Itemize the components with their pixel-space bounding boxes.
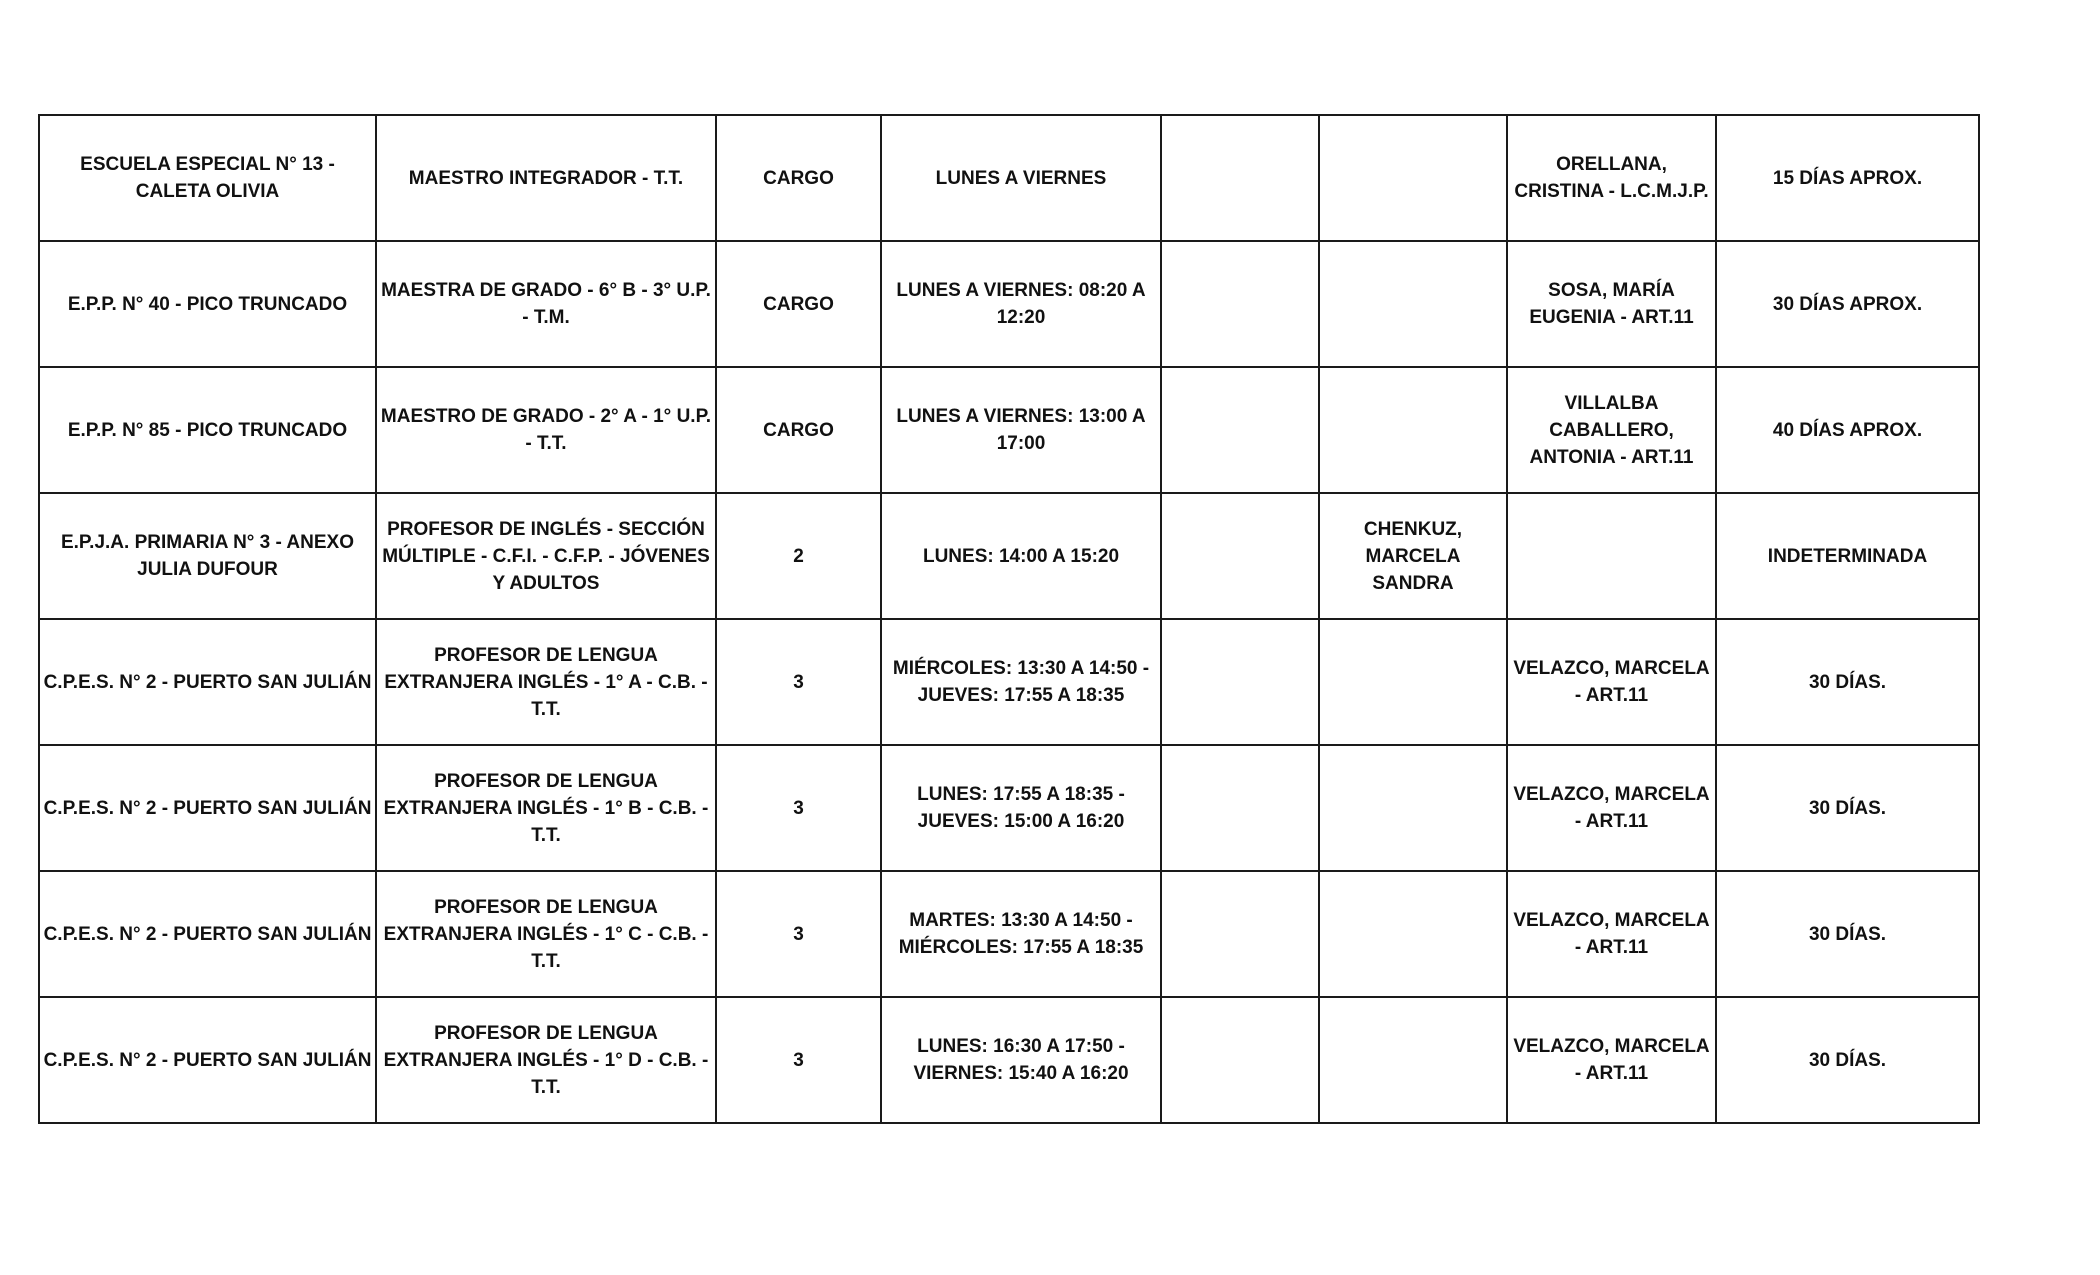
duration-cell: 15 DÍAS APROX.: [1716, 115, 1979, 241]
position-cell: MAESTRO INTEGRADOR - T.T.: [376, 115, 716, 241]
table-row: [39, 997, 1979, 1123]
empty-cell: [1161, 745, 1319, 871]
substitute-reason-cell: VILLALBA CABALLERO, ANTONIA - ART.11: [1507, 367, 1716, 493]
substitute-reason-cell: ORELLANA, CRISTINA - L.C.M.J.P.: [1507, 115, 1716, 241]
holder-cell: [1319, 745, 1507, 871]
table-row: [39, 871, 1979, 997]
position-cell: PROFESOR DE LENGUA EXTRANJERA INGLÉS - 1° C - C.B. - T.T.: [376, 871, 716, 997]
schedule-cell: LUNES A VIERNES: 08:20 A 12:20: [881, 241, 1161, 367]
duration-cell: 40 DÍAS APROX.: [1716, 367, 1979, 493]
holder-cell: CHENKUZ, MARCELA SANDRA: [1319, 493, 1507, 619]
hours-cell: CARGO: [716, 241, 881, 367]
empty-cell: [1161, 367, 1319, 493]
hours-cell: CARGO: [716, 115, 881, 241]
substitute-reason-cell: VELAZCO, MARCELA - ART.11: [1507, 619, 1716, 745]
table-row: [39, 619, 1979, 745]
school-cell: E.P.P. N° 85 - PICO TRUNCADO: [39, 367, 376, 493]
position-cell: PROFESOR DE LENGUA EXTRANJERA INGLÉS - 1° B - C.B. - T.T.: [376, 745, 716, 871]
school-cell: ESCUELA ESPECIAL N° 13 - CALETA OLIVIA: [39, 115, 376, 241]
schedule-cell: MARTES: 13:30 A 14:50 - MIÉRCOLES: 17:55 A 18:35: [881, 871, 1161, 997]
position-cell: MAESTRO DE GRADO - 2° A - 1° U.P. - T.T.: [376, 367, 716, 493]
school-cell: C.P.E.S. N° 2 - PUERTO SAN JULIÁN: [39, 619, 376, 745]
empty-cell: [1161, 115, 1319, 241]
substitute-reason-cell: VELAZCO, MARCELA - ART.11: [1507, 745, 1716, 871]
hours-cell: 2: [716, 493, 881, 619]
empty-cell: [1161, 619, 1319, 745]
hours-cell: 3: [716, 619, 881, 745]
vacancies-table: [38, 114, 1980, 1124]
substitute-reason-cell: VELAZCO, MARCELA - ART.11: [1507, 871, 1716, 997]
schedule-cell: LUNES A VIERNES: [881, 115, 1161, 241]
table-row: [39, 745, 1979, 871]
hours-cell: 3: [716, 745, 881, 871]
substitute-reason-cell: SOSA, MARÍA EUGENIA - ART.11: [1507, 241, 1716, 367]
school-cell: C.P.E.S. N° 2 - PUERTO SAN JULIÁN: [39, 745, 376, 871]
hours-cell: 3: [716, 997, 881, 1123]
position-cell: PROFESOR DE LENGUA EXTRANJERA INGLÉS - 1° D - C.B. - T.T.: [376, 997, 716, 1123]
school-cell: E.P.J.A. PRIMARIA N° 3 - ANEXO JULIA DUFOUR: [39, 493, 376, 619]
school-cell: C.P.E.S. N° 2 - PUERTO SAN JULIÁN: [39, 871, 376, 997]
duration-cell: 30 DÍAS.: [1716, 619, 1979, 745]
hours-cell: CARGO: [716, 367, 881, 493]
empty-cell: [1161, 493, 1319, 619]
empty-cell: [1161, 997, 1319, 1123]
holder-cell: [1319, 871, 1507, 997]
position-cell: PROFESOR DE INGLÉS - SECCIÓN MÚLTIPLE - C.F.I. - C.F.P. - JÓVENES Y ADULTOS: [376, 493, 716, 619]
empty-cell: [1161, 871, 1319, 997]
schedule-cell: MIÉRCOLES: 13:30 A 14:50 - JUEVES: 17:55 A 18:35: [881, 619, 1161, 745]
duration-cell: 30 DÍAS.: [1716, 745, 1979, 871]
schedule-cell: LUNES: 16:30 A 17:50 - VIERNES: 15:40 A 16:20: [881, 997, 1161, 1123]
holder-cell: [1319, 115, 1507, 241]
position-cell: PROFESOR DE LENGUA EXTRANJERA INGLÉS - 1° A - C.B. - T.T.: [376, 619, 716, 745]
substitute-reason-cell: VELAZCO, MARCELA - ART.11: [1507, 997, 1716, 1123]
table-row: [39, 115, 1979, 241]
position-cell: MAESTRA DE GRADO - 6° B - 3° U.P. - T.M.: [376, 241, 716, 367]
holder-cell: [1319, 367, 1507, 493]
duration-cell: 30 DÍAS APROX.: [1716, 241, 1979, 367]
duration-cell: 30 DÍAS.: [1716, 997, 1979, 1123]
holder-cell: [1319, 997, 1507, 1123]
hours-cell: 3: [716, 871, 881, 997]
holder-cell: [1319, 619, 1507, 745]
school-cell: C.P.E.S. N° 2 - PUERTO SAN JULIÁN: [39, 997, 376, 1123]
school-cell: E.P.P. N° 40 - PICO TRUNCADO: [39, 241, 376, 367]
schedule-cell: LUNES: 14:00 A 15:20: [881, 493, 1161, 619]
table-row: [39, 493, 1979, 619]
holder-cell: [1319, 241, 1507, 367]
duration-cell: 30 DÍAS.: [1716, 871, 1979, 997]
duration-cell: INDETERMINADA: [1716, 493, 1979, 619]
empty-cell: [1161, 241, 1319, 367]
table-row: [39, 367, 1979, 493]
schedule-cell: LUNES: 17:55 A 18:35 - JUEVES: 15:00 A 16:20: [881, 745, 1161, 871]
table-row: [39, 241, 1979, 367]
substitute-reason-cell: [1507, 493, 1716, 619]
schedule-cell: LUNES A VIERNES: 13:00 A 17:00: [881, 367, 1161, 493]
